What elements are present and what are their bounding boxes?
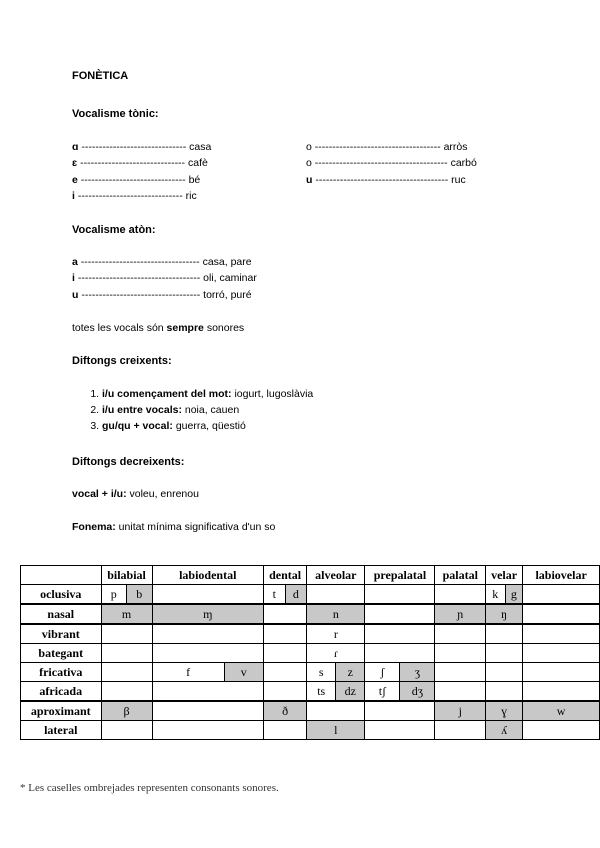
col-labiovelar: labiovelar xyxy=(523,566,600,585)
empty-cell xyxy=(435,663,486,682)
phoneme-definition: Fonema: unitat mínima significativa d'un so xyxy=(72,521,276,533)
phoneme-cell: p xyxy=(101,585,127,605)
phoneme-cell: ts xyxy=(307,682,336,702)
table-row xyxy=(21,663,600,682)
empty-cell xyxy=(523,663,600,682)
phoneme-cell: n xyxy=(307,604,365,624)
phoneme-cell: k xyxy=(486,585,506,605)
list-item: 1. i/u començament del mot: iogurt, lugoslàvia xyxy=(102,388,313,400)
rising-heading: Diftongs creixents: xyxy=(72,355,172,367)
atonic-line: u ---------------------------------- torró, puré xyxy=(72,289,252,301)
table-row xyxy=(21,682,600,702)
tonic-line: o -------------------------------------- carbó xyxy=(306,157,477,169)
tonic-line: u -------------------------------------- ruc xyxy=(306,174,466,186)
empty-cell xyxy=(365,604,435,624)
empty-cell xyxy=(435,585,486,605)
table-row xyxy=(21,644,600,663)
phoneme-cell: d xyxy=(285,585,307,605)
row-oclusiva: oclusiva xyxy=(21,585,102,605)
table-row xyxy=(21,604,600,624)
tonic-line: ɛ ------------------------------ cafè xyxy=(72,157,208,169)
empty-cell xyxy=(101,624,152,644)
atonic-line: a ---------------------------------- casa, pare xyxy=(72,256,252,268)
row-fricativa: fricativa xyxy=(21,663,102,682)
phoneme-cell: dʒ xyxy=(400,682,435,702)
table-footnote: * Les caselles ombrejades representen consonants sonores. xyxy=(20,782,279,794)
empty-cell xyxy=(486,624,523,644)
col-bilabial: bilabial xyxy=(101,566,152,585)
empty-cell xyxy=(264,604,307,624)
empty-cell xyxy=(152,585,263,605)
empty-cell xyxy=(365,624,435,644)
row-africada: africada xyxy=(21,682,102,702)
phoneme-cell: ð xyxy=(264,701,307,721)
tonic-line: o ------------------------------------ arròs xyxy=(306,141,468,153)
phoneme-cell: g xyxy=(505,585,523,605)
phoneme-cell: ɱ xyxy=(152,604,263,624)
empty-cell xyxy=(435,682,486,702)
empty-cell xyxy=(435,644,486,663)
empty-cell xyxy=(435,624,486,644)
phoneme-cell: t xyxy=(264,585,286,605)
empty-cell xyxy=(101,663,152,682)
empty-cell xyxy=(152,721,263,740)
empty-cell xyxy=(264,721,307,740)
phoneme-cell: ʎ xyxy=(486,721,523,740)
phoneme-cell: β xyxy=(101,701,152,721)
empty-cell xyxy=(101,682,152,702)
empty-cell xyxy=(101,644,152,663)
empty-cell xyxy=(523,585,600,605)
phoneme-cell: r xyxy=(307,624,365,644)
col-palatal: palatal xyxy=(435,566,486,585)
empty-cell xyxy=(307,585,365,605)
empty-cell xyxy=(486,682,523,702)
tonic-line: i ------------------------------ ric xyxy=(72,190,197,202)
row-aproximant: aproximant xyxy=(21,701,102,721)
empty-cell xyxy=(523,682,600,702)
falling-line: vocal + i/u: voleu, enrenou xyxy=(72,488,199,500)
empty-cell xyxy=(486,644,523,663)
phoneme-cell: ŋ xyxy=(486,604,523,624)
empty-cell xyxy=(365,721,435,740)
row-lateral: lateral xyxy=(21,721,102,740)
row-vibrant: vibrant xyxy=(21,624,102,644)
table-row xyxy=(21,701,600,721)
empty-cell xyxy=(365,644,435,663)
empty-cell xyxy=(523,644,600,663)
table-corner xyxy=(21,566,102,585)
atonic-heading: Vocalisme atòn: xyxy=(72,224,156,236)
empty-cell xyxy=(307,701,365,721)
phoneme-cell: ɾ xyxy=(307,644,365,663)
phoneme-cell: l xyxy=(307,721,365,740)
row-nasal: nasal xyxy=(21,604,102,624)
empty-cell xyxy=(523,721,600,740)
col-velar: velar xyxy=(486,566,523,585)
empty-cell xyxy=(523,624,600,644)
empty-cell xyxy=(365,585,435,605)
empty-cell xyxy=(264,682,307,702)
phoneme-cell: w xyxy=(523,701,600,721)
phoneme-cell: dz xyxy=(336,682,365,702)
tonic-line: e ------------------------------ bé xyxy=(72,174,201,186)
phoneme-cell: ʃ xyxy=(365,663,400,682)
phoneme-cell: z xyxy=(336,663,365,682)
atonic-line: i ----------------------------------- oli, caminar xyxy=(72,272,257,284)
voiced-note: totes les vocals són sempre sonores xyxy=(72,322,245,334)
col-prepalatal: prepalatal xyxy=(365,566,435,585)
phoneme-cell: m xyxy=(101,604,152,624)
empty-cell xyxy=(264,624,307,644)
empty-cell xyxy=(486,663,523,682)
empty-cell xyxy=(152,624,263,644)
empty-cell xyxy=(435,721,486,740)
empty-cell xyxy=(152,682,263,702)
empty-cell xyxy=(152,701,263,721)
empty-cell xyxy=(152,644,263,663)
table-row xyxy=(21,721,600,740)
phoneme-cell: ɣ xyxy=(486,701,523,721)
col-dental: dental xyxy=(264,566,307,585)
phoneme-cell: ɲ xyxy=(435,604,486,624)
phoneme-cell: tʃ xyxy=(365,682,400,702)
row-bategant: bategant xyxy=(21,644,102,663)
empty-cell xyxy=(365,701,435,721)
phoneme-cell: s xyxy=(307,663,336,682)
phoneme-cell: b xyxy=(127,585,153,605)
empty-cell xyxy=(101,721,152,740)
tonic-heading: Vocalisme tònic: xyxy=(72,108,159,120)
tonic-line: ɑ ------------------------------ casa xyxy=(72,141,212,153)
empty-cell xyxy=(264,644,307,663)
falling-heading: Diftongs decreixents: xyxy=(72,456,185,468)
phoneme-cell: f xyxy=(152,663,224,682)
table-row xyxy=(21,585,600,605)
phoneme-cell: v xyxy=(224,663,263,682)
rising-list xyxy=(72,388,313,436)
empty-cell xyxy=(264,663,307,682)
col-alveolar: alveolar xyxy=(307,566,365,585)
consonant-table xyxy=(20,565,600,740)
table-header-row xyxy=(21,566,600,585)
page-title: FONÈTICA xyxy=(72,70,129,82)
table-row xyxy=(21,624,600,644)
phoneme-cell: ʒ xyxy=(400,663,435,682)
phoneme-cell: j xyxy=(435,701,486,721)
empty-cell xyxy=(523,604,600,624)
col-labiodental: labiodental xyxy=(152,566,263,585)
list-item: 2. i/u entre vocals: noia, cauen xyxy=(102,404,313,416)
list-item: 3. gu/qu + vocal: guerra, qüestió xyxy=(102,420,313,432)
